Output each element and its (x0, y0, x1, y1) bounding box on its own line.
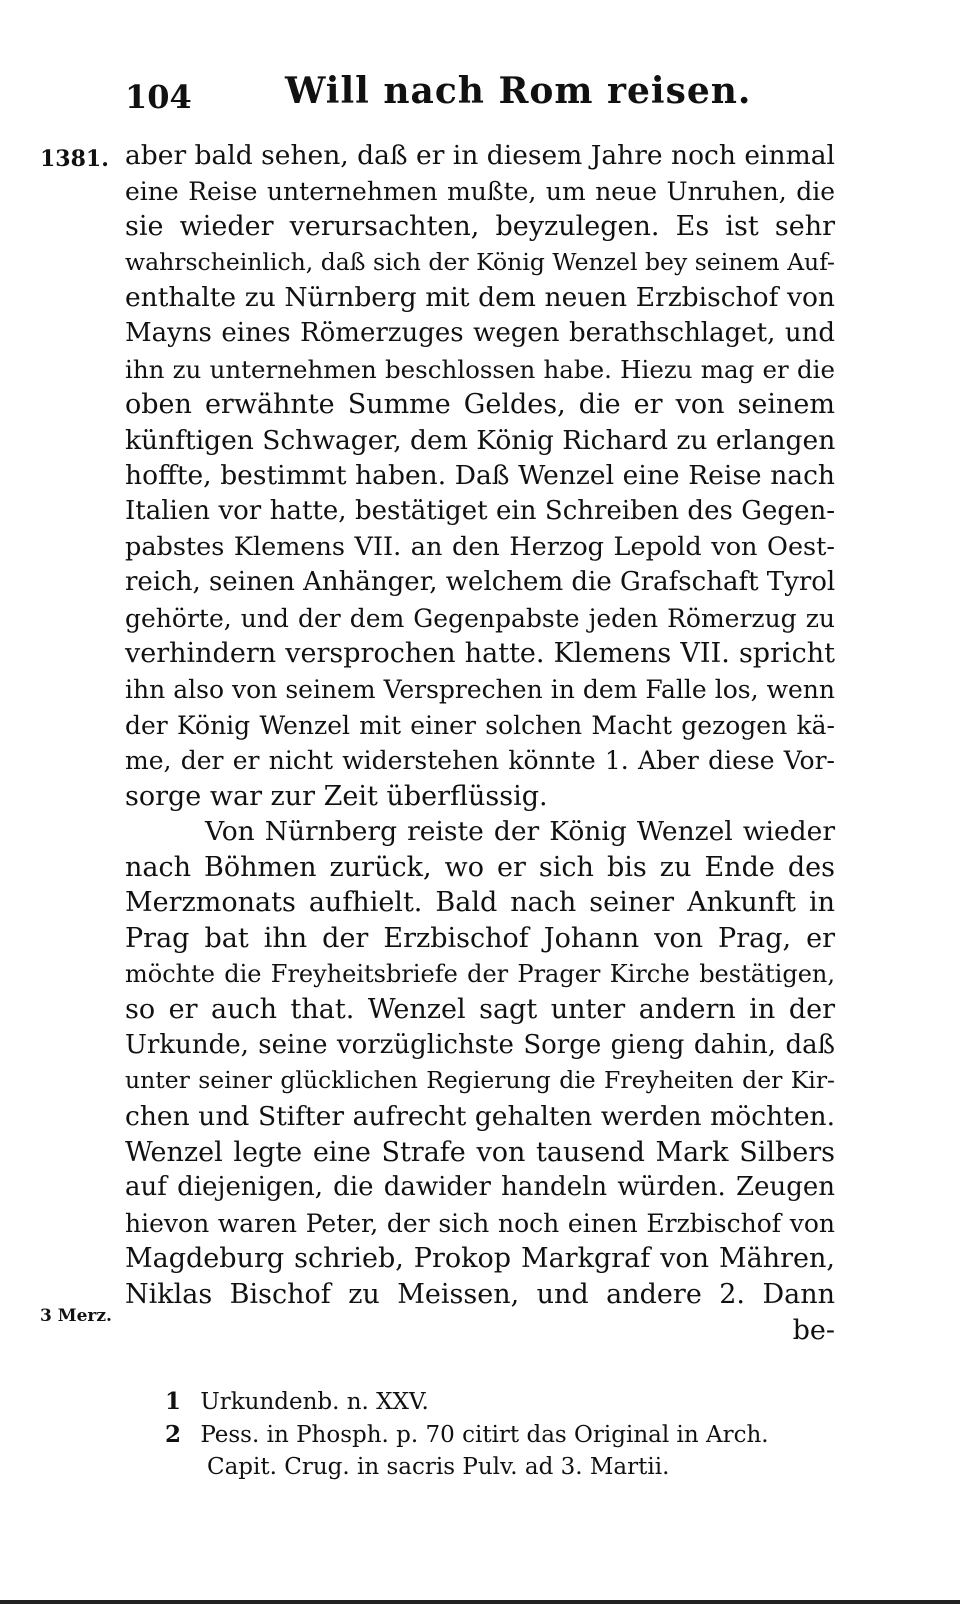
catchword: be- (792, 1314, 835, 1346)
footnotes (165, 1385, 845, 1484)
footnote (165, 1385, 845, 1418)
text-line: nach Böhmen zurück, wo er sich bis zu Ende des (125, 851, 835, 883)
margin-year: 1381. (40, 146, 109, 172)
footnote-text: Capit. Crug. in sacris Pulv. ad 3. Martii. (207, 1454, 670, 1480)
page-number: 104 (125, 78, 192, 116)
text-line: Von Nürnberg reiste der König Wenzel wieder (205, 816, 835, 848)
body-text (125, 138, 835, 1348)
text-line: me, der er nicht widerstehen könnte 1. Aber diese Vor- (125, 746, 835, 776)
text-line: reich, seinen Anhänger, welchem die Grafschaft Tyrol (125, 567, 836, 598)
text-line: der König Wenzel mit einer solchen Macht gezogen kä- (125, 710, 835, 740)
running-title: Will nach Rom reisen. (285, 70, 752, 112)
text-line: ihn zu unternehmen beschlossen habe. Hiezu mag er die (125, 354, 835, 384)
page-header (0, 70, 960, 130)
text-line: künftigen Schwager, dem König Richard zu erlangen (125, 424, 836, 456)
text-line: Merzmonats aufhielt. Bald nach seiner Ankunft in (125, 887, 835, 919)
margin-date: 3 Merz. (40, 1306, 112, 1326)
text-line: Italien vor hatte, bestätiget ein Schreiben des Gegen- (125, 495, 835, 526)
text-line: Mayns eines Römerzuges wegen berathschlaget, und (125, 317, 835, 348)
text-line: gehörte, und der dem Gegenpabste jeden Römerzug zu (125, 603, 835, 633)
footnote-number: 2 (165, 1421, 182, 1448)
footnote-continuation (165, 1451, 845, 1484)
footnote-text: Urkundenb. n. XXV. (200, 1389, 429, 1415)
text-line: enthalte zu Nürnberg mit dem neuen Erzbischof von (125, 282, 835, 314)
text-line: chen und Stifter aufrecht gehalten werden möchten. (125, 1101, 835, 1133)
text-line: verhindern versprochen hatte. Klemens VII. spricht (125, 638, 835, 670)
text-line: unter seiner glücklichen Regierung die Freyheiten der Kir- (125, 1066, 835, 1095)
text-line: Wenzel legte eine Strafe von tausend Mark Silbers (125, 1136, 835, 1168)
text-line: auf diejenigen, die dawider handeln würden. Zeugen (125, 1172, 835, 1203)
text-line: hievon waren Peter, der sich noch einen Erzbischof von (125, 1208, 835, 1238)
text-line: hoffte, bestimmt haben. Daß Wenzel eine Reise nach (125, 460, 835, 492)
text-line: möchte die Freyheitsbriefe der Prager Kirche bestätigen, (125, 959, 835, 988)
text-line: aber bald sehen, daß er in diesem Jahre noch einmal (125, 140, 835, 171)
footnote (165, 1418, 845, 1451)
footnote-number: 1 (165, 1388, 182, 1415)
text-line: Niklas Bischof zu Meissen, und andere 2. Dann (125, 1279, 835, 1310)
page-edge (0, 1600, 960, 1604)
text-line: eine Reise unternehmen mußte, um neue Unruhen, die (125, 176, 835, 206)
text-line: so er auch that. Wenzel sagt unter andern in der (125, 994, 835, 1026)
text-line: sie wieder verursachten, beyzulegen. Es ist sehr (125, 211, 835, 243)
text-line: pabstes Klemens VII. an den Herzog Lepold von Oest- (125, 531, 835, 562)
text-line: ihn also von seinem Versprechen in dem Falle los, wenn (125, 674, 835, 704)
text-line: Prag bat ihn der Erzbischof Johann von Prag, er (125, 923, 835, 955)
text-line: oben erwähnte Summe Geldes, die er von seinem (125, 389, 835, 421)
footnote-text: Pess. in Phosph. p. 70 citirt das Original in Arch. (200, 1422, 769, 1448)
text-line: Magdeburg schrieb, Prokop Markgraf von Mähren, (125, 1243, 835, 1275)
text-line: Urkunde, seine vorzüglichste Sorge gieng dahin, daß (125, 1029, 835, 1060)
text-line: sorge war zur Zeit überflüssig. (125, 780, 548, 812)
text-line: wahrscheinlich, daß sich der König Wenzel bey seinem Auf- (125, 247, 835, 276)
